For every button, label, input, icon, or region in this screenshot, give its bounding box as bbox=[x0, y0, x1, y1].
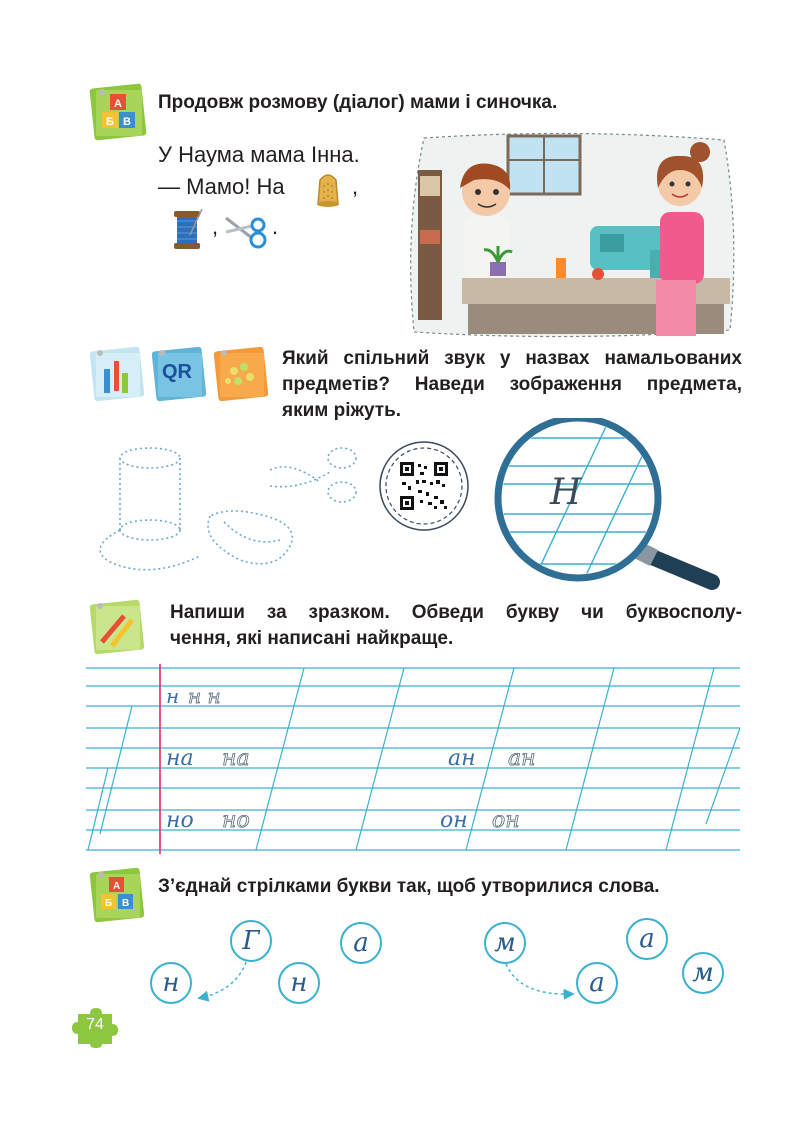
task2-title-line3: яким ріжуть. bbox=[282, 400, 402, 421]
illustration-mom-son-sewing bbox=[404, 130, 746, 342]
row3-trace-b: он bbox=[492, 808, 520, 833]
row2-sample-a: на bbox=[166, 746, 194, 771]
qr-label: QR bbox=[162, 361, 192, 383]
task2-icon-qr bbox=[150, 345, 208, 403]
dotted-spool-scissors-drawing bbox=[90, 430, 370, 580]
alphabet-blocks-icon bbox=[88, 866, 146, 924]
row3-trace-a: но bbox=[222, 808, 250, 833]
scissors-icon bbox=[222, 212, 272, 252]
svg-text:А: А bbox=[113, 881, 121, 892]
row2-trace-b: ан bbox=[508, 746, 536, 771]
task3-icon-pencils bbox=[88, 598, 146, 656]
svg-text:В: В bbox=[122, 898, 130, 909]
task2-icon-dots bbox=[212, 345, 270, 403]
magnifier-letter: Н bbox=[550, 472, 582, 513]
task3-title bbox=[170, 600, 742, 652]
dialog-comma-1: , bbox=[352, 174, 359, 199]
task4-title: З’єднай стрілками букви так, щоб утворилися слова. bbox=[158, 876, 660, 897]
task4-icon-alphabet-blocks bbox=[88, 866, 146, 924]
letter-bubble-n-1[interactable]: н bbox=[150, 962, 192, 1004]
dots-icon bbox=[212, 345, 270, 403]
row3-sample-b: он bbox=[440, 808, 468, 833]
dialog-line-2-prefix: — Мамо! На bbox=[158, 174, 285, 199]
letter-bubble-a-right-1[interactable]: а bbox=[626, 918, 668, 960]
thimble-icon bbox=[310, 168, 346, 208]
row1-trace: н н bbox=[188, 684, 221, 708]
row2-sample-b: ан bbox=[448, 746, 476, 771]
letter-bubble-a-right-2[interactable]: а bbox=[576, 962, 618, 1004]
svg-text:В: В bbox=[123, 116, 131, 128]
task1-icon-alphabet-blocks bbox=[88, 82, 148, 142]
dialog-comma-2: , bbox=[212, 214, 219, 239]
dialog-line-2 bbox=[158, 172, 285, 202]
task3-title-line2: чення, які написані найкраще. bbox=[170, 628, 454, 649]
letter-bubble-n-2[interactable]: н bbox=[278, 962, 320, 1004]
svg-text:А: А bbox=[114, 98, 122, 110]
paint-brush-icon bbox=[88, 345, 146, 403]
row3-sample-a: но bbox=[166, 808, 194, 833]
row2-trace-a: на bbox=[222, 746, 250, 771]
spool-icon bbox=[168, 205, 210, 253]
letter-bubble-m-1[interactable]: м bbox=[484, 922, 526, 964]
letter-bubble-m-2[interactable]: м bbox=[682, 952, 724, 994]
task2-icon-paint bbox=[88, 345, 146, 403]
magnifier-letter-sample bbox=[490, 418, 720, 590]
task2-title bbox=[282, 346, 742, 424]
qr-code-medallion[interactable] bbox=[378, 440, 470, 532]
dialog-period: . bbox=[272, 214, 279, 239]
letter-bubble-capital-g[interactable]: Г bbox=[230, 920, 272, 962]
svg-text:Б: Б bbox=[106, 116, 114, 128]
page-number: 74 bbox=[86, 1016, 104, 1033]
task1-title: Продовж розмову (діалог) мами і синочка. bbox=[158, 92, 558, 113]
dialog-line-1: У Наума мама Інна. bbox=[158, 142, 360, 167]
pencils-icon bbox=[88, 598, 146, 656]
alphabet-blocks-icon bbox=[88, 82, 148, 142]
task3-title-line1: Напиши за зразком. Обведи букву чи буквосполу- bbox=[170, 602, 742, 623]
letter-bubble-a-left[interactable]: а bbox=[340, 922, 382, 964]
task2-title-line1: Який спільний звук у назвах намальованих bbox=[282, 348, 742, 369]
task2-title-line2: предметів? Наведи зображення предмета, bbox=[282, 374, 742, 395]
row1-sample: н bbox=[166, 684, 180, 708]
svg-text:Б: Б bbox=[105, 898, 113, 909]
page-number-badge bbox=[72, 1006, 118, 1048]
